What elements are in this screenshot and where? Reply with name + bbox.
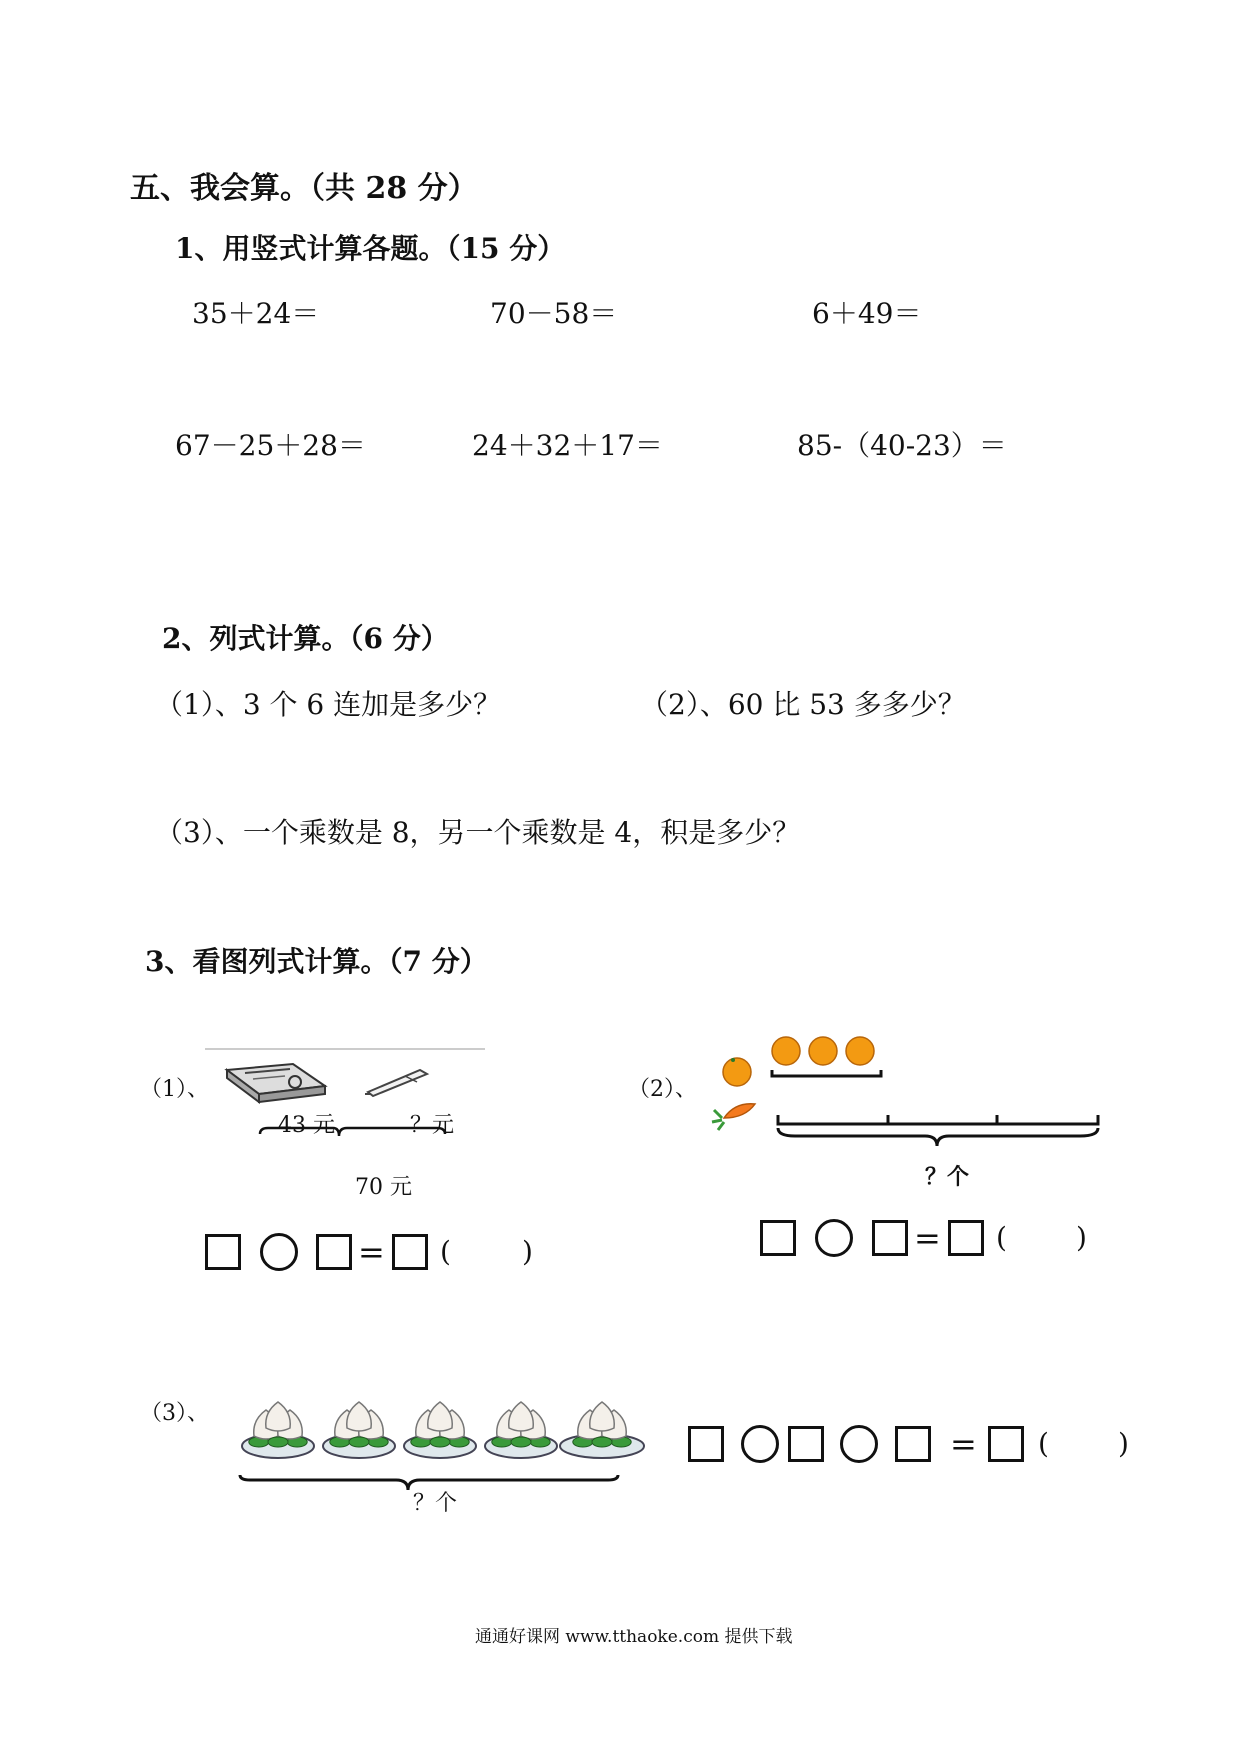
- answer-box-6[interactable]: [948, 1220, 984, 1256]
- footer-text: 通通好课网 www.tthaoke.com 提供下载: [475, 1627, 793, 1647]
- unit-paren-close-2: ): [1076, 1221, 1087, 1254]
- orange-row: [772, 1037, 874, 1065]
- problem-2: 70－58＝: [490, 297, 618, 330]
- carrot-icon: [712, 1104, 755, 1130]
- figure2-graphic: [700, 1030, 1110, 1160]
- unit-paren-close-3: ): [1118, 1427, 1129, 1460]
- part3-title: 3、看图列式计算。（7 分）: [145, 945, 488, 978]
- pen-icon: [365, 1070, 427, 1096]
- part2-question-2: （2）、60 比 53 多多少？: [640, 688, 966, 721]
- part2-question-3: （3）、一个乘数是 8，另一个乘数是 4，积是多少？: [155, 816, 801, 849]
- answer-box-1[interactable]: [205, 1234, 241, 1270]
- problem-5: 24＋32＋17＝: [472, 429, 663, 462]
- answer-box-9[interactable]: [895, 1426, 931, 1462]
- problem-1: 35＋24＝: [192, 297, 320, 330]
- answer-box-2[interactable]: [316, 1234, 352, 1270]
- answer-box-7[interactable]: [688, 1426, 724, 1462]
- operator-circle-4[interactable]: [840, 1425, 878, 1463]
- equals-sign-2: =: [914, 1219, 941, 1257]
- peach-plate-icon: [242, 1402, 314, 1458]
- operator-circle-3[interactable]: [741, 1425, 779, 1463]
- figure1-label: （1）、: [140, 1077, 209, 1102]
- problem-3: 6＋49＝: [812, 297, 922, 330]
- operator-circle-1[interactable]: [260, 1233, 298, 1271]
- part2-question-1: （1）、3 个 6 连加是多少？: [155, 688, 502, 721]
- answer-box-8[interactable]: [788, 1426, 824, 1462]
- answer-box-10[interactable]: [988, 1426, 1024, 1462]
- unit-paren-open-3: (: [1038, 1427, 1049, 1460]
- orange-icon: [723, 1058, 751, 1086]
- equals-sign: =: [358, 1233, 385, 1271]
- unit-paren-open: (: [440, 1235, 451, 1268]
- figure2-label: （2）、: [628, 1077, 697, 1102]
- part2-title: 2、列式计算。（6 分）: [162, 622, 449, 655]
- peach-plate-icon: [560, 1402, 644, 1458]
- section-title: 五、我会算。（共 28 分）: [130, 171, 478, 206]
- peach-plate-icon: [323, 1402, 395, 1458]
- figure3-question: ？个: [413, 1491, 458, 1516]
- figure2-question: ？个: [925, 1164, 970, 1190]
- pen-price: ？元: [410, 1113, 455, 1138]
- answer-box-5[interactable]: [872, 1220, 908, 1256]
- unit-paren-close: ): [522, 1235, 533, 1268]
- figure3-graphic: [238, 1380, 658, 1500]
- peach-plate-icon: [404, 1402, 476, 1458]
- peach-plate-icon: [485, 1402, 557, 1458]
- newspaper-icon: [227, 1064, 325, 1102]
- part1-title: 1、用竖式计算各题。（15 分）: [175, 232, 566, 265]
- problem-4: 67－25＋28＝: [175, 429, 366, 462]
- equals-sign-3: =: [950, 1425, 977, 1463]
- book-price: 43 元: [278, 1113, 335, 1138]
- problem-6: 85-（40-23）＝: [797, 429, 1007, 462]
- operator-circle-2[interactable]: [815, 1219, 853, 1257]
- unit-paren-open-2: (: [996, 1221, 1007, 1254]
- answer-box-3[interactable]: [392, 1234, 428, 1270]
- answer-box-4[interactable]: [760, 1220, 796, 1256]
- figure3-label: （3）、: [140, 1401, 209, 1426]
- total-price: 70 元: [355, 1175, 412, 1200]
